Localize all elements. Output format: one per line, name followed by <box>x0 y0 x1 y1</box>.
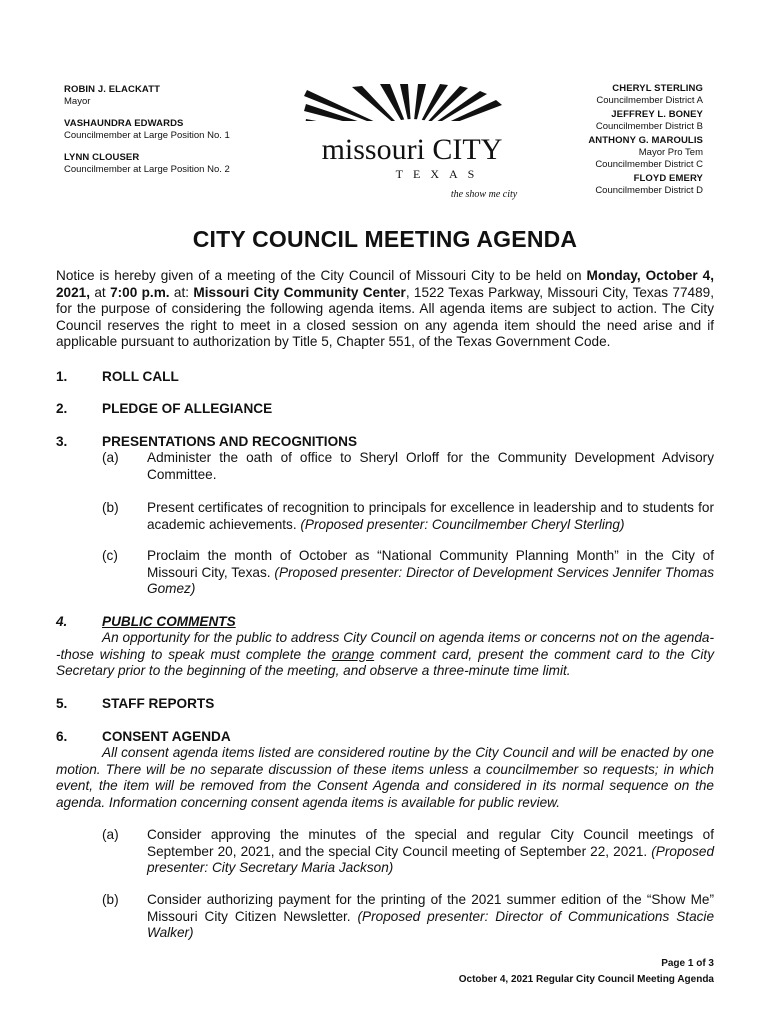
notice-text: Notice is hereby given of a meeting of the City Council of Missouri City to be held on <box>56 268 587 283</box>
logo-tagline: the show me city <box>450 189 518 200</box>
presenter-note: (Proposed presenter: City Secretary Maria Jackson) <box>147 843 714 875</box>
councilmember-name: CHERYL STERLING <box>612 83 703 94</box>
item-heading: PRESENTATIONS AND RECOGNITIONS <box>102 434 358 449</box>
subitem-label: (b) <box>102 892 119 907</box>
councilmember-role: Councilmember District A <box>596 95 703 106</box>
councilmember-role: Mayor Pro Tem <box>638 147 703 158</box>
header-left <box>64 84 304 176</box>
councilmember-role: Councilmember District C <box>595 159 703 170</box>
councilmember-name: ANTHONY G. MAROULIS <box>588 135 703 146</box>
subitem-label: (c) <box>102 548 118 563</box>
subitem-label: (b) <box>102 500 119 515</box>
meeting-date: Monday, October 4, 2021, <box>56 268 714 300</box>
orange-card: orange <box>331 646 375 662</box>
page-footer <box>300 956 714 988</box>
notice-text: at: <box>169 284 194 300</box>
page-title: CITY COUNCIL MEETING AGENDA <box>192 226 578 252</box>
footer-title: October 4, 2021 Regular City Council Meeting Agenda <box>458 974 714 985</box>
subitem-text: Consider authorizing payment for the printing of the 2021 summer edition of the “Show Me” Missouri City Citizen Newsletter. (Proposed presenter: Director of Communications Stacie Walker) <box>147 892 714 940</box>
subitem-label: (a) <box>102 450 119 465</box>
presenter-note: (Proposed presenter: Director of Communications Stacie Walker) <box>147 908 714 940</box>
sunburst-icon <box>300 84 525 202</box>
subitem-text: Administer the oath of office to Sheryl Orloff for the Community Development Advisory Committee. <box>147 450 714 482</box>
item-number: 5. <box>56 696 68 711</box>
councilmember-role: Councilmember at Large Position No. 2 <box>64 164 230 175</box>
mayor-role: Mayor <box>64 96 91 107</box>
item-heading: ROLL CALL <box>102 369 179 384</box>
item-heading: CONSENT AGENDA <box>102 729 231 744</box>
councilmember-name: LYNN CLOUSER <box>64 152 140 163</box>
mayor-name: ROBIN J. ELACKATT <box>64 84 160 95</box>
logo-state: TEXAS <box>395 167 485 181</box>
councilmember-role: Councilmember at Large Position No. 1 <box>64 130 230 141</box>
subitem-label: (a) <box>102 827 119 842</box>
councilmember-role: Councilmember District B <box>595 121 703 132</box>
presenter-note: (Proposed presenter: Director of Development Services Jennifer Thomas Gomez) <box>147 564 714 596</box>
councilmember-name: VASHAUNDRA EDWARDS <box>64 118 184 129</box>
item-number: 4. <box>56 614 68 629</box>
item-number: 3. <box>56 434 68 449</box>
item-heading: STAFF REPORTS <box>102 696 215 711</box>
item-number: 2. <box>56 401 68 416</box>
consent-agenda-text: All consent agenda items listed are considered routine by the City Council and will be enacted by one motion. There will be no separate discussion of these items unless a councilmember so requests; in which event, the item will be removed from the Consent Agenda and considered in its normal sequence on the agenda. Information concerning consent agenda items is available for public review. <box>56 745 714 810</box>
notice-paragraph <box>56 268 714 351</box>
subitem-text: Present certificates of recognition to principals for excellence in leadership and to students for academic achievements. (Proposed presenter: Councilmember Cheryl Sterling) <box>147 500 714 532</box>
item-number: 6. <box>56 729 68 744</box>
subitem-text: Proclaim the month of October as “National Community Planning Month” in the City of Missouri City, Texas. (Proposed presenter: Director of Development Services Jennifer Thomas Gomez) <box>147 548 714 596</box>
page-number: Page 1 of 3 <box>661 958 714 969</box>
meeting-time: 7:00 p.m. <box>110 284 170 300</box>
councilmember-name: FLOYD EMERY <box>633 173 703 184</box>
meeting-venue: Missouri City Community Center <box>193 284 406 300</box>
logo-name: missouri CITY <box>321 133 503 166</box>
item-heading: PUBLIC COMMENTS <box>102 614 236 629</box>
item-number: 1. <box>56 369 68 384</box>
notice-text: , 1522 Texas Parkway, Missouri City, Texas 77489, for the purpose of considering the following agenda items. All agenda items are subject to action. The City Council reserves the right to meet in a closed session on any agenda item should the need arise and if applicable pursuant to authorization by Title 5, Chapter 551, of the Texas Government Code. <box>56 284 715 349</box>
notice-text: at <box>90 284 111 300</box>
header-right <box>500 83 703 197</box>
presenter-note: (Proposed presenter: Councilmember Cheryl Sterling) <box>300 516 625 532</box>
city-logo <box>300 84 525 202</box>
public-comments-text: An opportunity for the public to address City Council on agenda items or concerns not on the agenda--those wishing to speak must complete the orange comment card, present the comment card to the City Secretary prior to the beginning of the meeting, and observe a three-minute time limit. <box>56 630 714 678</box>
councilmember-role: Councilmember District D <box>595 185 703 196</box>
subitem-text: Consider approving the minutes of the special and regular City Council meetings of September 20, 2021, and the special City Council meeting of September 22, 2021. (Proposed presenter: City Secretary Maria Jackson) <box>147 827 714 875</box>
councilmember-name: JEFFREY L. BONEY <box>611 109 703 120</box>
item-heading: PLEDGE OF ALLEGIANCE <box>102 401 273 416</box>
